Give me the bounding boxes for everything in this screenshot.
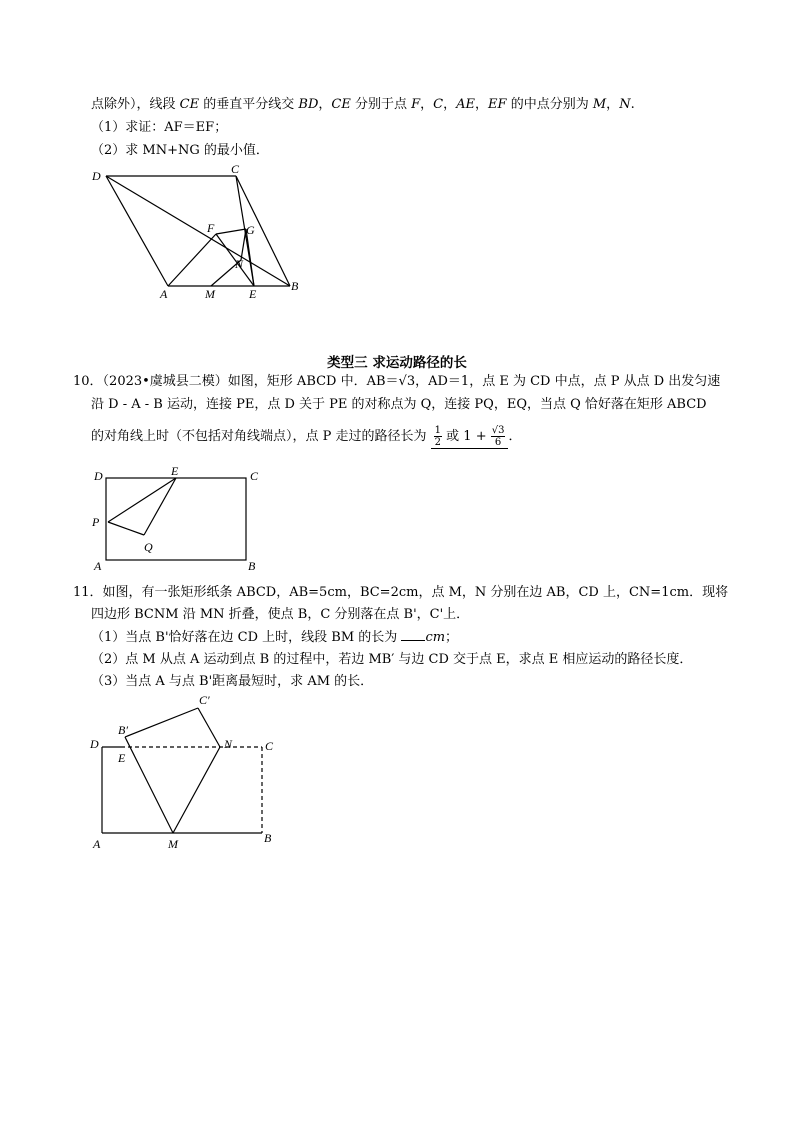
- label-d: D: [90, 737, 99, 751]
- segment-pq: [108, 522, 144, 535]
- text-fragment: 的中点分别为: [510, 97, 589, 112]
- q11-figure: [88, 690, 288, 855]
- label-q: Q: [144, 540, 153, 554]
- label-e: E: [118, 751, 126, 765]
- q10-line3-text: 的对角线上时（不包括对角线端点），点 P 走过的路径长为: [91, 429, 427, 444]
- segment-b-prime-c-prime: [125, 708, 198, 737]
- q10-line1: 10．（2023•虞城县二模）如图，矩形 ABCD 中．AB＝√3，AD＝1，点 E 为 CD 中点，点 P 从点 D 出发匀速: [73, 374, 721, 389]
- text-fragment: 点除外），线段: [91, 97, 176, 112]
- text-fragment: .: [630, 97, 635, 112]
- text-fragment: EF: [488, 97, 507, 112]
- q10-line2: 沿 D - A - B 运动，连接 PE，点 D 关于 PE 的对称点为 Q，连接 PQ，EQ，当点 Q 恰好落在矩形 ABCD: [91, 397, 707, 412]
- q10-line3: [91, 425, 522, 449]
- answer-fraction-2: [491, 425, 506, 448]
- q11-line1: 11．如图，有一张矩形纸条 ABCD，AB=5cm，BC=2cm，点 M，N 分别在边 AB，CD 上，CN=1cm．现将: [73, 585, 729, 600]
- answer-fraction-1: [434, 425, 442, 448]
- segment-af: [168, 234, 216, 286]
- label-c: C: [250, 469, 259, 483]
- text-fragment: F: [411, 97, 421, 112]
- unit: cm: [425, 630, 446, 645]
- q10-figure: [88, 462, 268, 574]
- text-fragment: M: [592, 97, 607, 112]
- q11-part1-text: （1）当点 B'恰好落在边 CD 上时，线段 BM 的长为: [91, 630, 398, 645]
- label-c: C: [265, 739, 274, 753]
- label-b: B: [264, 831, 272, 845]
- label-a: A: [160, 287, 168, 301]
- q11-answer-blank: [401, 640, 425, 641]
- text-fragment: N: [619, 97, 631, 112]
- segment-nm: [173, 747, 220, 833]
- segment-ep: [108, 478, 176, 522]
- text-fragment: ，: [318, 97, 332, 112]
- text-fragment: AE: [456, 97, 476, 112]
- label-n: N: [224, 737, 233, 751]
- fraction-denominator: 2: [434, 437, 442, 448]
- label-b-prime: B′: [118, 723, 128, 737]
- text-fragment: ，: [475, 97, 489, 112]
- label-e: E: [249, 287, 257, 301]
- answer-or: 或 1 +: [446, 429, 487, 444]
- q10-end: ．: [508, 429, 522, 444]
- label-a: A: [93, 837, 101, 851]
- q9-part1: （1）求证：AF＝EF；: [91, 120, 228, 135]
- text-fragment: ，: [443, 97, 457, 112]
- text-fragment: CE: [179, 97, 200, 112]
- label-g: G: [246, 223, 255, 237]
- label-e: E: [171, 464, 179, 478]
- rectangle-abcd: [106, 478, 246, 560]
- q11-part2: （2）点 M 从点 A 运动到点 B 的过程中，若边 MB′ 与边 CD 交于点 E，求点 E 相应运动的路径长度．: [91, 652, 693, 667]
- label-d: D: [94, 469, 103, 483]
- segment-c-prime-n: [198, 708, 220, 747]
- q11-part1: [91, 629, 458, 647]
- label-m: M: [168, 837, 178, 851]
- edge-ad: [106, 176, 168, 286]
- q9-part2: （2）求 MN+NG 的最小值．: [91, 143, 269, 158]
- label-f: F: [207, 221, 215, 235]
- label-d: D: [92, 169, 101, 183]
- q9-line1: [91, 96, 635, 114]
- text-fragment: ，: [420, 97, 434, 112]
- fraction-denominator: 6: [494, 437, 502, 448]
- label-b: B: [291, 279, 299, 293]
- text-fragment: 的垂直平分线交: [203, 97, 295, 112]
- text-fragment: CE: [331, 97, 351, 112]
- q10-answer: [431, 425, 509, 449]
- q11-line2: 四边形 BCNM 沿 MN 折叠，使点 B，C 分别落在点 B'，C'上．: [91, 607, 470, 622]
- q11-part1-end: ；: [445, 630, 459, 645]
- q11-part3: （3）当点 A 与点 B'距离最短时，求 AM 的长．: [91, 674, 374, 689]
- segment-mb-prime: [125, 737, 173, 833]
- text-fragment: 分别于点: [354, 97, 407, 112]
- segment-qe: [144, 478, 176, 535]
- label-p: P: [92, 515, 100, 529]
- label-n: N: [235, 257, 244, 271]
- text-fragment: ，: [606, 97, 620, 112]
- label-c: C: [231, 162, 240, 176]
- fraction-numerator: √3: [491, 425, 505, 436]
- label-a: A: [94, 559, 102, 573]
- section-title: 类型三 求运动路径的长: [327, 355, 467, 371]
- label-m: M: [205, 287, 215, 301]
- text-fragment: C: [433, 97, 444, 112]
- fraction-numerator: 1: [434, 425, 442, 436]
- q9-figure: [80, 160, 320, 310]
- label-c-prime: C′: [199, 693, 210, 707]
- segment-fg: [216, 229, 246, 234]
- label-b: B: [248, 559, 256, 573]
- text-fragment: BD: [298, 97, 319, 112]
